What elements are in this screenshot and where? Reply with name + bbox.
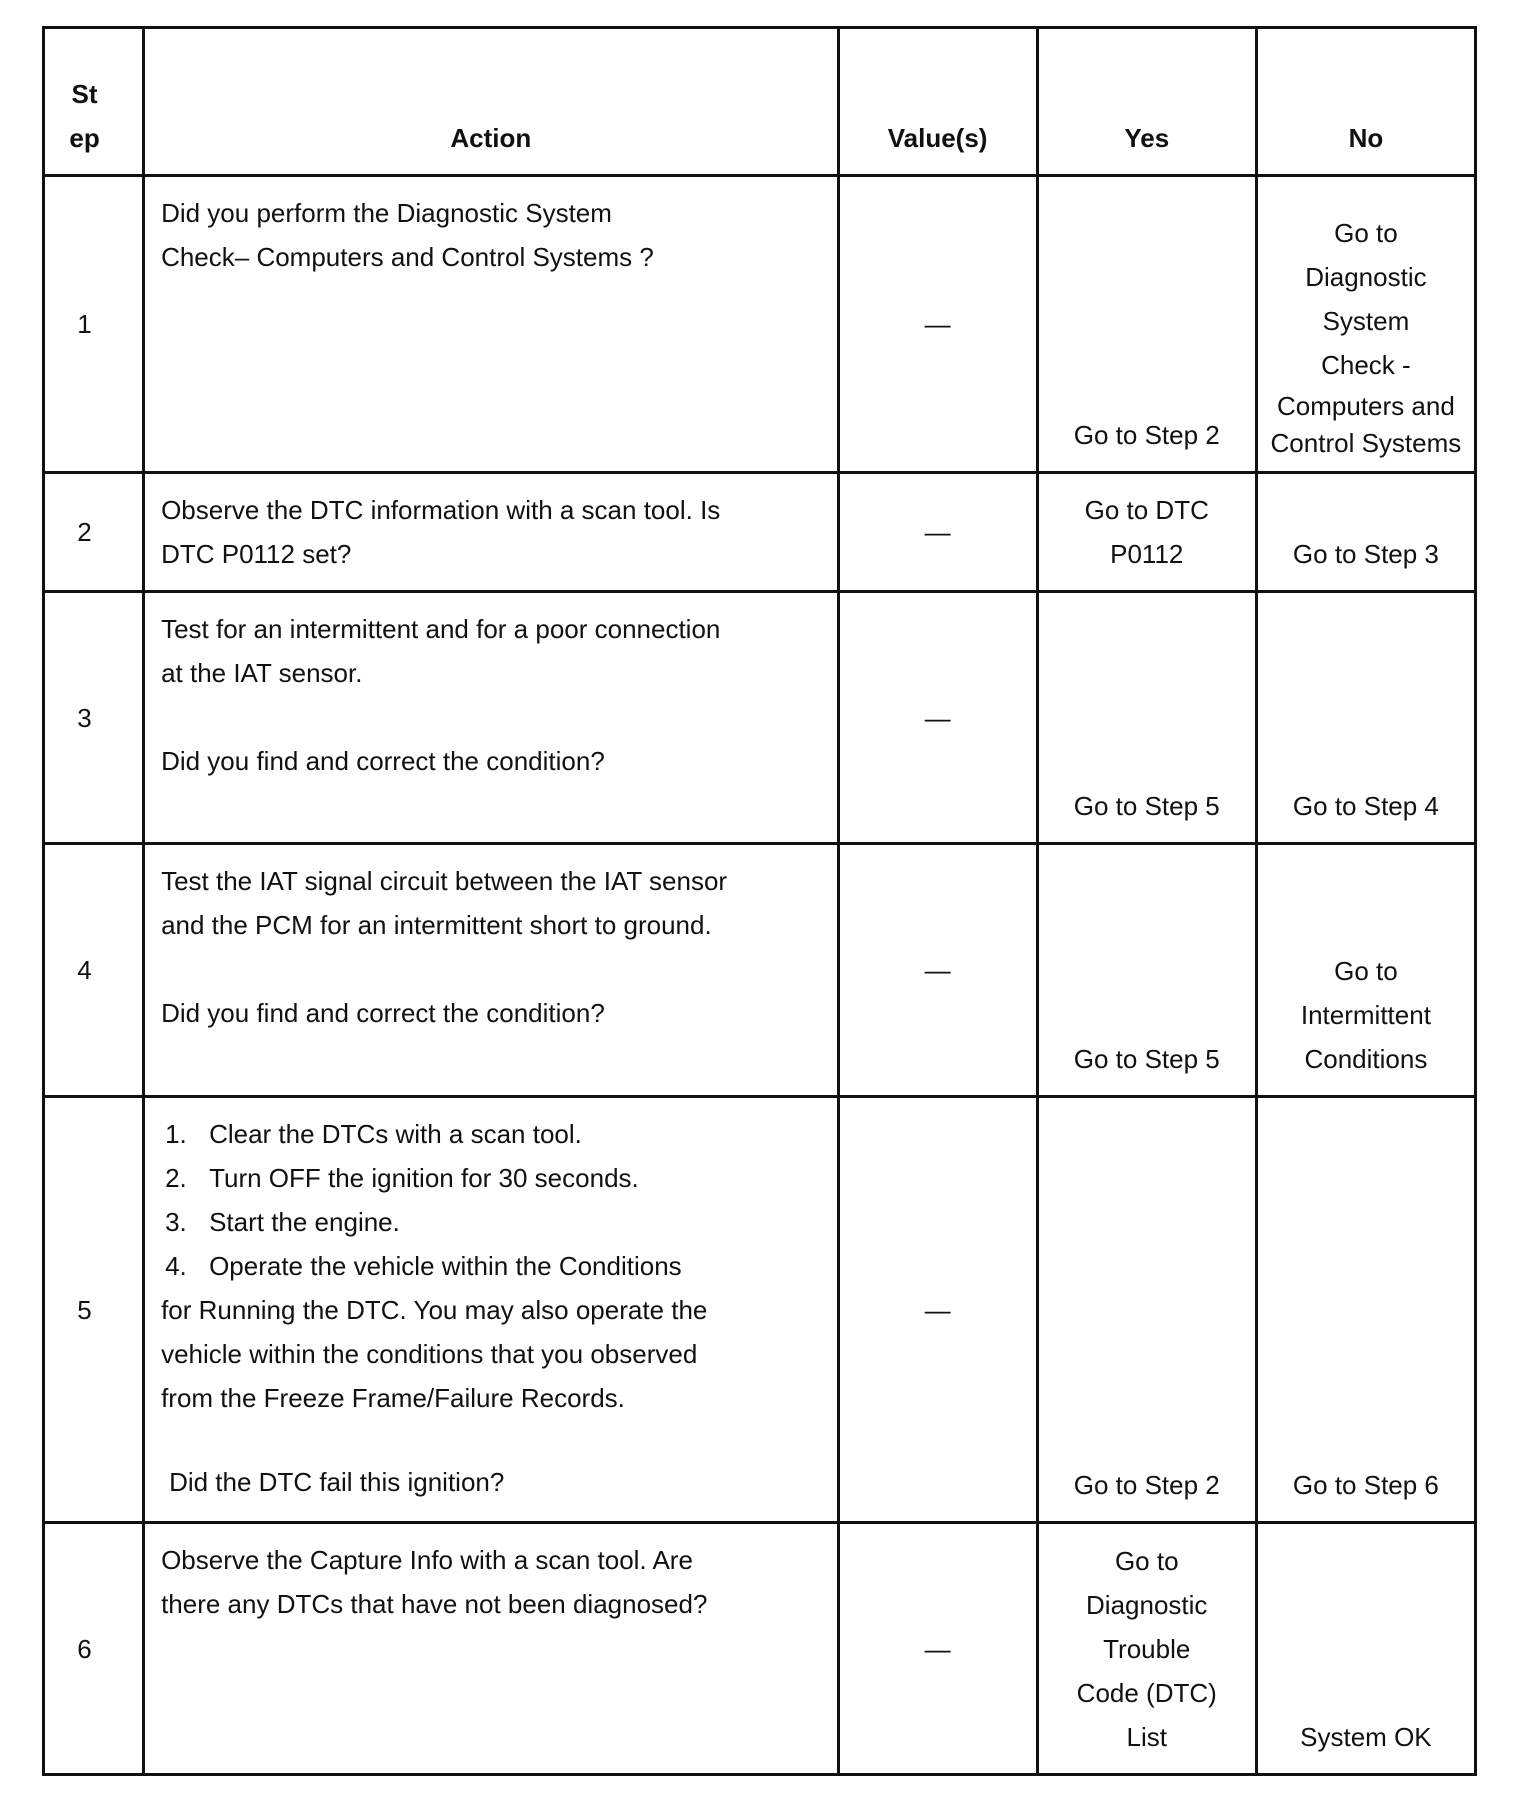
list-item: 1. Clear the DTCs with a scan tool. — [165, 1119, 582, 1149]
step-number: 6 — [44, 1523, 144, 1775]
no-result: System OK — [1256, 1523, 1475, 1775]
action-text: Observe the Capture Info with a scan tool. Are there any DTCs that have not been diagnosed? — [144, 1523, 838, 1775]
table-row — [44, 844, 1476, 1097]
step-number: 5 — [44, 1097, 144, 1523]
yes-result: Go to Step 2 — [1037, 176, 1256, 473]
no-result: Go to Intermittent Conditions — [1256, 844, 1475, 1097]
no-result: Go to Step 4 — [1256, 592, 1475, 844]
action-text: 1. Clear the DTCs with a scan tool. 2. Turn OFF the ignition for 30 seconds. 3. Start the engine. 4. Operate the vehicle within the Conditions for Running the DTC. You may also operate the vehicle within the conditions that you observed from the Freeze Frame/Failure Records. Did the DTC fail this ignition? — [144, 1097, 838, 1523]
no-result: Go to Step 6 — [1256, 1097, 1475, 1523]
step-number: 3 — [44, 592, 144, 844]
yes-result: Go to DTC P0112 — [1037, 473, 1256, 592]
action-question: Did you find and correct the condition? — [161, 998, 605, 1028]
step-number: 1 — [44, 176, 144, 473]
table-row — [44, 176, 1476, 473]
value-cell: — — [838, 473, 1037, 592]
yes-result: Go to Step 5 — [1037, 592, 1256, 844]
diagnostic-table — [42, 26, 1477, 1776]
no-result: Go to Diagnostic System Check - Computers and Control Systems — [1256, 176, 1475, 473]
list-item: 4. Operate the vehicle within the Conditions — [165, 1251, 682, 1281]
value-cell: — — [838, 176, 1037, 473]
action-text: Did you perform the Diagnostic System Check– Computers and Control Systems ? — [144, 176, 838, 473]
list-item: 3. Start the engine. — [165, 1207, 400, 1237]
action-question: Did you find and correct the condition? — [161, 746, 605, 776]
value-cell: — — [838, 1097, 1037, 1523]
value-cell: — — [838, 592, 1037, 844]
header-no: No — [1256, 28, 1475, 176]
step-number: 4 — [44, 844, 144, 1097]
table-row — [44, 1523, 1476, 1775]
no-result: Go to Step 3 — [1256, 473, 1475, 592]
yes-result: Go to Diagnostic Trouble Code (DTC) List — [1037, 1523, 1256, 1775]
action-text: Test the IAT signal circuit between the IAT sensor and the PCM for an intermittent short to ground. Did you find and correct the condition? — [144, 844, 838, 1097]
header-yes: Yes — [1037, 28, 1256, 176]
header-values: Value(s) — [838, 28, 1037, 176]
yes-result: Go to Step 2 — [1037, 1097, 1256, 1523]
header-row — [44, 28, 1476, 176]
step-number: 2 — [44, 473, 144, 592]
value-cell: — — [838, 844, 1037, 1097]
header-action: Action — [144, 28, 838, 176]
action-question: Did the DTC fail this ignition? — [169, 1467, 505, 1497]
action-text: Test for an intermittent and for a poor connection at the IAT sensor. Did you find and correct the condition? — [144, 592, 838, 844]
value-cell: — — [838, 1523, 1037, 1775]
list-item: 2. Turn OFF the ignition for 30 seconds. — [165, 1163, 639, 1193]
yes-result: Go to Step 5 — [1037, 844, 1256, 1097]
table-row — [44, 473, 1476, 592]
table-row — [44, 592, 1476, 844]
action-text: Observe the DTC information with a scan tool. Is DTC P0112 set? — [144, 473, 838, 592]
header-step: St ep — [44, 28, 144, 176]
table-row — [44, 1097, 1476, 1523]
